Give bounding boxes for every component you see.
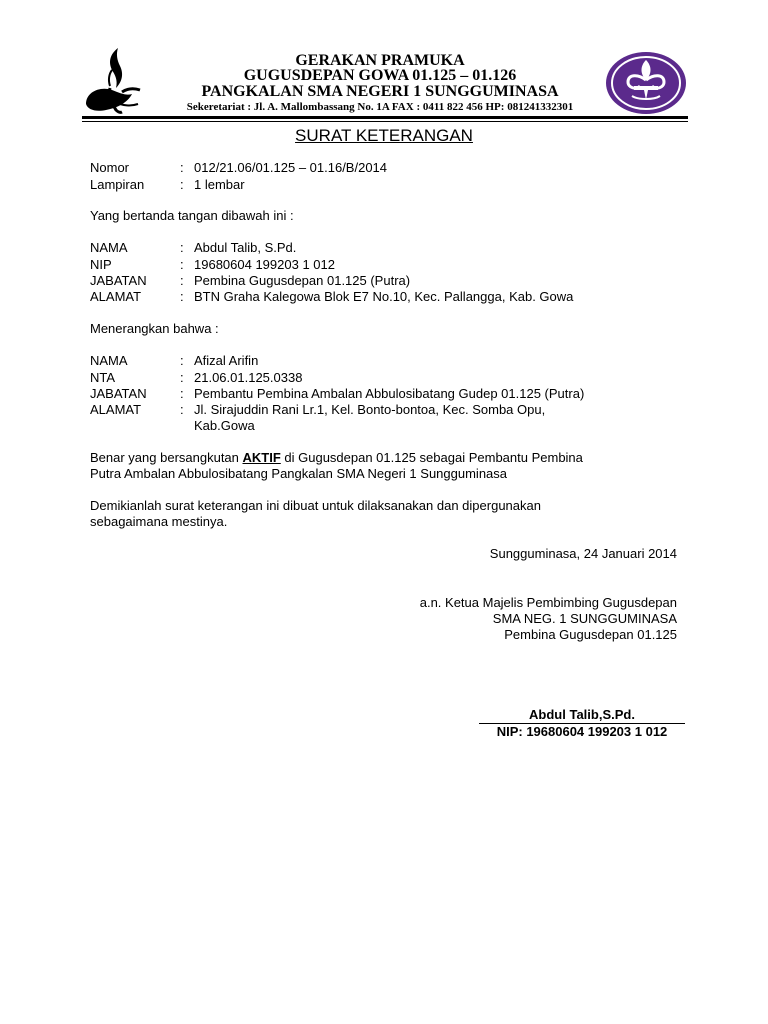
- subject-jabatan-colon: :: [180, 386, 184, 401]
- declares-text: Menerangkan bahwa :: [90, 321, 219, 336]
- subject-nta-value: 21.06.01.125.0338: [194, 370, 303, 385]
- world-scout-emblem-icon: [604, 50, 688, 116]
- subject-nta-label: NTA: [90, 370, 116, 385]
- signer-nip-value: 19680604 199203 1 012: [194, 257, 335, 272]
- org-name: GERAKAN PRAMUKA: [295, 52, 465, 69]
- subject-nama-label: NAMA: [90, 353, 128, 368]
- statement-line2: Putra Ambalan Abbulosibatang Pangkalan SMA Negeri 1 Sungguminasa: [90, 466, 508, 481]
- signer-nama-colon: :: [180, 240, 184, 255]
- signature-role-line2: SMA NEG. 1 SUNGGUMINASA: [492, 611, 677, 626]
- signer-nip-label: NIP: [90, 257, 112, 272]
- place-date: Sungguminasa, 24 Januari 2014: [489, 546, 677, 561]
- signatory-name: Abdul Talib,S.Pd.: [529, 707, 635, 722]
- letterhead-rule-thin: [82, 121, 688, 122]
- closing-line1: Demikianlah surat keterangan ini dibuat untuk dilaksanakan dan dipergunakan: [90, 498, 541, 513]
- subject-jabatan-label: JABATAN: [90, 386, 147, 401]
- signature-role-line1: a.n. Ketua Majelis Pembimbing Gugusdepan: [419, 595, 677, 610]
- signer-jabatan-colon: :: [180, 273, 184, 288]
- nomor-value: 012/21.06/01.125 – 01.16/B/2014: [194, 160, 388, 175]
- signer-nama-label: NAMA: [90, 240, 128, 255]
- intro-text: Yang bertanda tangan dibawah ini :: [90, 208, 294, 223]
- signer-alamat-colon: :: [180, 289, 184, 304]
- subject-alamat-line2: Kab.Gowa: [194, 418, 255, 433]
- lampiran-label: Lampiran: [90, 177, 145, 192]
- signatory-nip: NIP: 19680604 199203 1 012: [496, 724, 668, 739]
- signer-nama-value: Abdul Talib, S.Pd.: [194, 240, 297, 255]
- unit-name: GUGUSDEPAN GOWA 01.125 – 01.126: [243, 67, 517, 84]
- base-name: PANGKALAN SMA NEGERI 1 SUNGGUMINASA: [201, 83, 559, 100]
- signer-alamat-label: ALAMAT: [90, 289, 142, 304]
- signer-jabatan-value: Pembina Gugusdepan 01.125 (Putra): [194, 273, 411, 288]
- subject-nama-colon: :: [180, 353, 184, 368]
- tunas-kelapa-logo-icon: [82, 44, 144, 120]
- nomor-label: Nomor: [90, 160, 130, 175]
- subject-alamat-line1: Jl. Sirajuddin Rani Lr.1, Kel. Bonto-bontoa, Kec. Somba Opu,: [194, 402, 546, 417]
- signer-nip-colon: :: [180, 257, 184, 272]
- subject-alamat-label: ALAMAT: [90, 402, 142, 417]
- subject-alamat-colon: :: [180, 402, 184, 417]
- signature-role-line3: Pembina Gugusdepan 01.125: [504, 627, 677, 642]
- letterhead-rule-thick: [82, 116, 688, 119]
- statement-line1: Benar yang bersangkutan AKTIF di Gugusdepan 01.125 sebagai Pembantu Pembina: [90, 450, 583, 465]
- lampiran-colon: :: [180, 177, 184, 192]
- signer-jabatan-label: JABATAN: [90, 273, 147, 288]
- document-title: SURAT KETERANGAN: [295, 126, 473, 145]
- lampiran-value: 1 lembar: [194, 177, 245, 192]
- subject-jabatan-value: Pembantu Pembina Ambalan Abbulosibatang Gudep 01.125 (Putra): [194, 386, 585, 401]
- signer-alamat-value: BTN Graha Kalegowa Blok E7 No.10, Kec. Pallangga, Kab. Gowa: [194, 289, 574, 304]
- status-aktif: AKTIF: [242, 450, 281, 465]
- nomor-colon: :: [180, 160, 184, 175]
- secretariat-address: Sekeretariat : Jl. A. Mallombassang No. 1A FAX : 0411 822 456 HP: 081241332301: [186, 101, 574, 113]
- closing-line2: sebagaimana mestinya.: [90, 514, 228, 529]
- subject-nama-value: Afizal Arifin: [194, 353, 259, 368]
- subject-nta-colon: :: [180, 370, 184, 385]
